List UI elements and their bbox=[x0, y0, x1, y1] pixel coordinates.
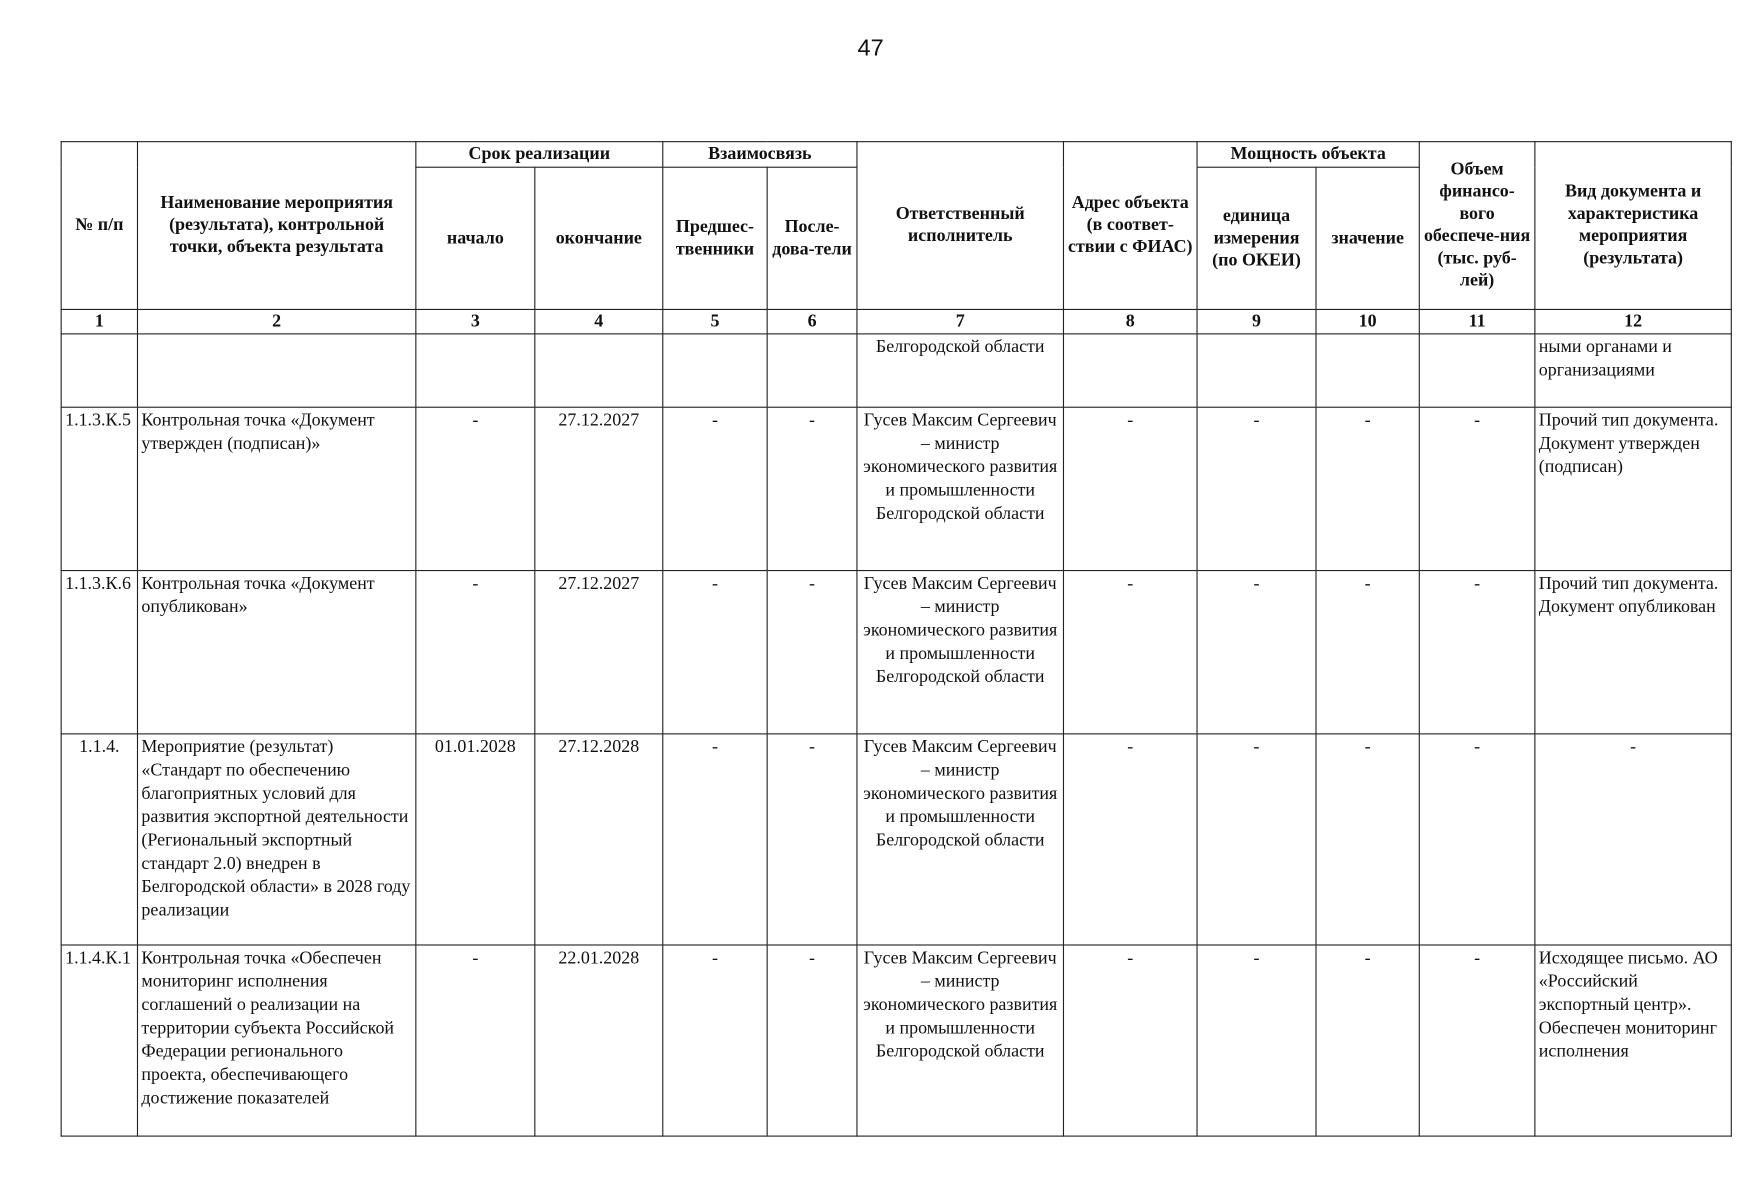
cell-unit: - bbox=[1197, 945, 1316, 1136]
cell-successors: - bbox=[767, 734, 857, 945]
cell-executor: Гусев Максим Сергеевич – министр экономического развития и промышленности Белгородской области bbox=[857, 945, 1064, 1136]
cell-financing: - bbox=[1419, 734, 1535, 945]
cell-end: 22.01.2028 bbox=[535, 945, 663, 1136]
header-start: начало bbox=[416, 167, 535, 309]
cell-start: 01.01.2028 bbox=[416, 734, 535, 945]
cell-address: - bbox=[1063, 945, 1197, 1136]
cell-predecessors: - bbox=[663, 571, 767, 734]
header-num: № п/п bbox=[61, 142, 137, 310]
cell-predecessors: - bbox=[663, 734, 767, 945]
cell-end: 27.12.2028 bbox=[535, 734, 663, 945]
cell-start bbox=[416, 334, 535, 407]
cell-executor: Гусев Максим Сергеевич – министр экономического развития и промышленности Белгородской области bbox=[857, 734, 1064, 945]
cell-unit bbox=[1197, 334, 1316, 407]
cell-address: - bbox=[1063, 571, 1197, 734]
header-row-1 bbox=[61, 142, 1731, 168]
header-unit: единица измерения (по ОКЕИ) bbox=[1197, 167, 1316, 309]
cell-document: Прочий тип документа. Документ утвержден (подписан) bbox=[1535, 407, 1731, 570]
cell-name: Мероприятие (результат) «Стандарт по обеспечению благоприятных условий для развития экспортной деятельности (Региональный экспортный стандарт 2.0) внедрен в Белгородской области» в 2028 году реализации bbox=[137, 734, 415, 945]
cell-executor: Гусев Максим Сергеевич – министр экономического развития и промышленности Белгородской области bbox=[857, 407, 1064, 570]
cell-start: - bbox=[416, 571, 535, 734]
column-number: 3 bbox=[416, 309, 535, 333]
column-number: 8 bbox=[1063, 309, 1197, 333]
table-row bbox=[61, 407, 1731, 570]
cell-value: - bbox=[1316, 734, 1419, 945]
activities-table bbox=[61, 141, 1732, 1137]
cell-value bbox=[1316, 334, 1419, 407]
column-number: 11 bbox=[1419, 309, 1535, 333]
cell-address bbox=[1063, 334, 1197, 407]
cell-num: 1.1.4. bbox=[61, 734, 137, 945]
cell-address: - bbox=[1063, 734, 1197, 945]
table-row bbox=[61, 571, 1731, 734]
header-successors: После-дова-тели bbox=[767, 167, 857, 309]
column-number: 6 bbox=[767, 309, 857, 333]
header-predecessors: Предшес-твенники bbox=[663, 167, 767, 309]
column-numbers-row bbox=[61, 309, 1731, 333]
cell-document: Исходящее письмо. АО «Российский экспортный центр». Обеспечен мониторинг исполнения bbox=[1535, 945, 1731, 1136]
cell-document: Прочий тип документа. Документ опубликован bbox=[1535, 571, 1731, 734]
cell-value: - bbox=[1316, 571, 1419, 734]
header-executor: Ответственный исполнитель bbox=[857, 142, 1064, 310]
header-group-srok: Срок реализации bbox=[416, 142, 663, 168]
cell-document: - bbox=[1535, 734, 1731, 945]
cell-predecessors: - bbox=[663, 945, 767, 1136]
cell-address: - bbox=[1063, 407, 1197, 570]
cell-start: - bbox=[416, 407, 535, 570]
header-group-moshch: Мощность объекта bbox=[1197, 142, 1419, 168]
cell-start: - bbox=[416, 945, 535, 1136]
cell-successors bbox=[767, 334, 857, 407]
cell-value: - bbox=[1316, 407, 1419, 570]
cell-successors: - bbox=[767, 945, 857, 1136]
header-value: значение bbox=[1316, 167, 1419, 309]
cell-predecessors: - bbox=[663, 407, 767, 570]
cell-predecessors bbox=[663, 334, 767, 407]
column-number: 12 bbox=[1535, 309, 1731, 333]
cell-name: Контрольная точка «Обеспечен мониторинг исполнения соглашений о реализации на территории субъекта Российской Федерации регионального проекта, обеспечивающего достижение показателей bbox=[137, 945, 415, 1136]
column-number: 2 bbox=[137, 309, 415, 333]
cell-financing: - bbox=[1419, 407, 1535, 570]
header-end: окончание bbox=[535, 167, 663, 309]
header-group-vzaim: Взаимосвязь bbox=[663, 142, 857, 168]
page-number: 47 bbox=[857, 35, 884, 62]
cell-num: 1.1.4.К.1 bbox=[61, 945, 137, 1136]
cell-financing: - bbox=[1419, 571, 1535, 734]
cell-end: 27.12.2027 bbox=[535, 407, 663, 570]
cell-successors: - bbox=[767, 571, 857, 734]
cell-name bbox=[137, 334, 415, 407]
cell-financing: - bbox=[1419, 945, 1535, 1136]
column-number: 5 bbox=[663, 309, 767, 333]
cell-unit: - bbox=[1197, 571, 1316, 734]
cell-document: ными органами и организациями bbox=[1535, 334, 1731, 407]
table-row bbox=[61, 945, 1731, 1136]
cell-unit: - bbox=[1197, 734, 1316, 945]
cell-num: 1.1.3.К.5 bbox=[61, 407, 137, 570]
table-row bbox=[61, 334, 1731, 407]
table-row bbox=[61, 734, 1731, 945]
column-number: 4 bbox=[535, 309, 663, 333]
cell-end bbox=[535, 334, 663, 407]
cell-executor: Белгородской области bbox=[857, 334, 1064, 407]
cell-name: Контрольная точка «Документ опубликован» bbox=[137, 571, 415, 734]
column-number: 7 bbox=[857, 309, 1064, 333]
cell-unit: - bbox=[1197, 407, 1316, 570]
header-address: Адрес объекта (в соответ-ствии с ФИАС) bbox=[1063, 142, 1197, 310]
header-financing: Объем финансо-вого обеспече-ния (тыс. руб-лей) bbox=[1419, 142, 1535, 310]
cell-value: - bbox=[1316, 945, 1419, 1136]
cell-num bbox=[61, 334, 137, 407]
cell-financing bbox=[1419, 334, 1535, 407]
header-document: Вид документа и характеристика мероприятия (результата) bbox=[1535, 142, 1731, 310]
cell-name: Контрольная точка «Документ утвержден (подписан)» bbox=[137, 407, 415, 570]
column-number: 1 bbox=[61, 309, 137, 333]
cell-end: 27.12.2027 bbox=[535, 571, 663, 734]
column-number: 10 bbox=[1316, 309, 1419, 333]
column-number: 9 bbox=[1197, 309, 1316, 333]
cell-successors: - bbox=[767, 407, 857, 570]
cell-num: 1.1.3.К.6 bbox=[61, 571, 137, 734]
cell-executor: Гусев Максим Сергеевич – министр экономического развития и промышленности Белгородской области bbox=[857, 571, 1064, 734]
header-name: Наименование мероприятия (результата), контрольной точки, объекта результата bbox=[137, 142, 415, 310]
